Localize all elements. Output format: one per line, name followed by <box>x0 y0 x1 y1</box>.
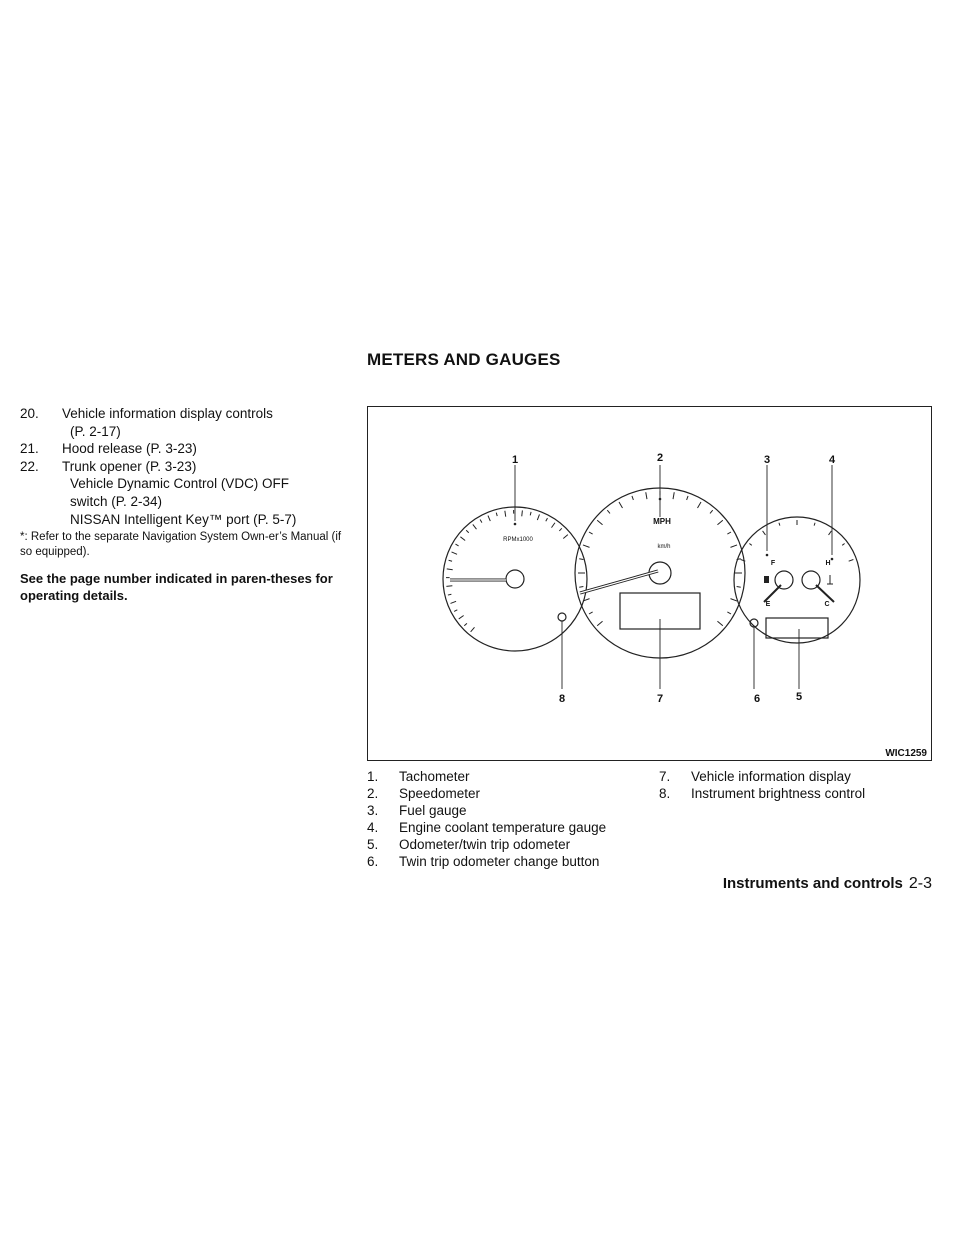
item-text: Vehicle Dynamic Control (VDC) OFF <box>70 476 290 492</box>
dial-tick <box>459 615 464 618</box>
dial-tick <box>737 587 741 588</box>
dial-tick <box>452 552 458 554</box>
dial-tick <box>589 532 593 534</box>
callout-8: 8 <box>558 693 566 705</box>
temp-hot-label: H <box>825 560 831 567</box>
page-footer <box>723 875 932 893</box>
dial-tick <box>488 516 490 522</box>
item-text: Vehicle information display controls <box>62 406 273 421</box>
item-text: NISSAN Intelligent Key™ port (P. 5-7) <box>70 511 297 527</box>
operating-note: See the page number indicated in paren-theses for operating details. <box>20 571 333 604</box>
dial-tick <box>646 492 647 499</box>
dial-tick <box>673 492 674 499</box>
dial-tick <box>583 545 590 547</box>
fuel-needle <box>764 585 781 602</box>
dial-tick <box>717 621 722 625</box>
fuel-temp-dial <box>734 517 860 643</box>
legend-column-left <box>367 768 606 870</box>
dial-tick <box>710 510 713 513</box>
dial-tick <box>589 612 593 614</box>
dial-tick <box>687 496 688 500</box>
item-number: 22. <box>20 458 39 474</box>
dial-tick <box>814 523 815 526</box>
callout-5: 5 <box>795 691 803 703</box>
figure-code: WIC1259 <box>885 748 927 759</box>
callout-2: 2 <box>656 452 664 464</box>
footnote: *: Refer to the separate Navigation System Own-er’s Manual (if so equipped). <box>20 531 342 559</box>
legend-item: 7. Vehicle information display <box>659 769 851 784</box>
dial-tick <box>449 560 452 561</box>
mph-label: MPH <box>653 517 671 526</box>
dial-tick <box>464 623 467 625</box>
chapter-title: Instruments and controls <box>722 875 903 892</box>
dial-tick <box>730 599 737 601</box>
item-text: switch (P. 2-34) <box>70 493 163 509</box>
legend-item: 4. Engine coolant temperature gauge <box>367 820 607 835</box>
callout-6: 6 <box>753 693 761 705</box>
temp-needle <box>816 585 834 602</box>
tachometer-hub <box>506 570 524 588</box>
dial-tick <box>530 512 531 516</box>
kmh-label: km/h <box>657 544 671 550</box>
dial-tick <box>522 510 523 516</box>
dial-tick <box>579 559 583 560</box>
dial-tick <box>450 601 456 603</box>
dial-tick <box>579 587 583 588</box>
dial-tick <box>480 519 482 522</box>
dial-tick <box>466 530 469 533</box>
brightness-knob <box>558 613 566 621</box>
dial-tick <box>496 513 497 516</box>
legend-column-right <box>659 768 865 802</box>
list-item <box>20 405 352 440</box>
temp-cold-label: C <box>824 601 830 608</box>
dial-tick <box>563 535 568 539</box>
dial-tick <box>727 612 731 614</box>
fuel-gauge-hub <box>775 571 793 589</box>
dial-tick <box>842 543 844 545</box>
dial-tick <box>454 610 457 612</box>
dial-tick <box>446 586 452 587</box>
dial-tick <box>607 510 610 513</box>
legend-item: 3. Fuel gauge <box>367 803 467 818</box>
list-item <box>20 440 352 458</box>
dial-tick <box>749 543 751 545</box>
dial-tick <box>619 502 623 508</box>
dial-tick <box>829 531 832 535</box>
dial-tick <box>698 502 702 508</box>
dial-tick <box>763 531 766 535</box>
fuel-full-label: F <box>770 560 776 567</box>
dial-tick <box>537 514 539 520</box>
dial-tick <box>597 520 602 524</box>
page-number: 2-3 <box>908 875 932 892</box>
dial-tick <box>546 518 548 521</box>
dial-tick <box>460 537 465 541</box>
odometer-window <box>766 618 828 638</box>
dial-tick <box>717 520 722 524</box>
legend-item: 5. Odometer/twin trip odometer <box>367 837 571 852</box>
item-text: Trunk opener (P. 3-23) <box>62 458 197 474</box>
item-text: (P. 2-17) <box>70 423 121 439</box>
fuel-empty-label: E <box>765 601 771 608</box>
list-item <box>20 458 352 528</box>
left-column <box>20 405 352 604</box>
instrument-cluster-figure <box>367 406 932 761</box>
cluster-illustration <box>368 407 933 762</box>
dial-tick <box>730 545 737 547</box>
item-text: Hood release (P. 3-23) <box>62 441 197 457</box>
callout-1: 1 <box>511 454 519 466</box>
dial-tick <box>447 569 453 570</box>
fuel-pump-icon <box>764 576 769 583</box>
dial-tick <box>455 544 458 546</box>
dial-tick <box>849 559 854 561</box>
item-number: 21. <box>20 441 39 457</box>
dial-tick <box>473 524 477 529</box>
callout-3: 3 <box>763 454 771 466</box>
dial-tick <box>471 627 475 632</box>
dial-tick <box>559 528 561 531</box>
callout-7: 7 <box>656 693 664 705</box>
legend-item: 2. Speedometer <box>367 786 481 801</box>
dial-tick <box>727 532 731 534</box>
legend-item: 6. Twin trip odometer change button <box>367 854 600 869</box>
legend-item: 8. Instrument brightness control <box>659 786 866 801</box>
dial-tick <box>505 511 506 517</box>
dial-tick <box>779 523 780 526</box>
dial-tick <box>597 621 602 625</box>
dial-tick <box>448 594 452 595</box>
dial-tick <box>632 496 633 500</box>
item-number: 20. <box>20 406 39 421</box>
legend-item: 1. Tachometer <box>367 769 470 784</box>
rpm-label: RPMx1000 <box>503 537 533 543</box>
callout-4: 4 <box>828 454 836 466</box>
dial-tick <box>551 523 554 528</box>
coolant-temp-icon <box>827 575 833 584</box>
section-title: METERS AND GAUGES <box>367 350 561 369</box>
